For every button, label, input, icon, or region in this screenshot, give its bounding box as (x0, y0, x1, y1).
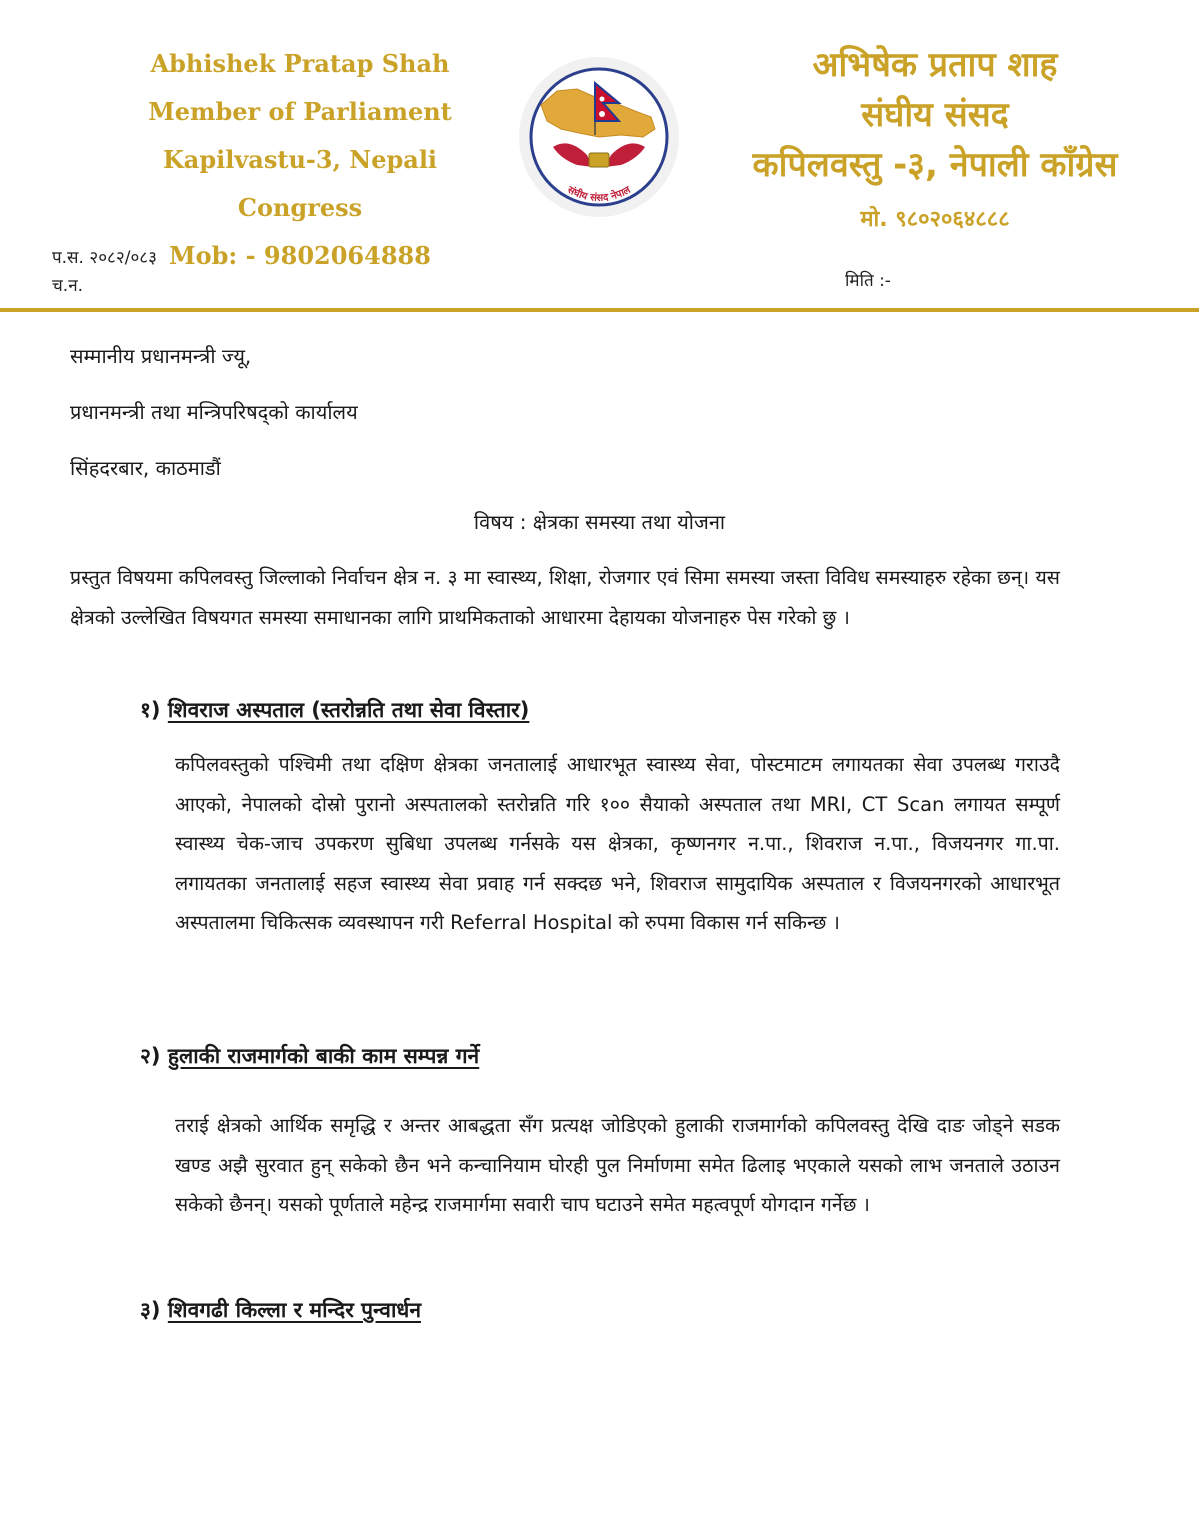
letterhead-nepali (700, 40, 1170, 240)
date-label: मिति :- (845, 271, 891, 291)
addressee-line-3: सिंहदरबार, काठमाडौं (70, 456, 221, 480)
section-2-heading (140, 1042, 479, 1070)
fiscal-year: प.स. २०८२/०८३ (52, 248, 157, 268)
intro-paragraph: प्रस्तुत विषयमा कपिलवस्तु जिल्लाको निर्वाचन क्षेत्र न. ३ मा स्वास्थ्य, शिक्षा, रोजगार एवं सिमा समस्या जस्ता विविध समस्याहरु रहेका छन्। यस क्षेत्रको उल्लेखित विषयगत समस्या समाधानका लागि प्राथमिकताको आधारमा देहायका योजनाहरु पेस गरेको छु । (70, 566, 1060, 629)
reference-block (52, 244, 157, 300)
mp-name-np: अभिषेक प्रताप शाह (812, 45, 1058, 85)
section-number: १) (140, 698, 161, 722)
subject-line: विषय : क्षेत्रका समस्या तथा योजना (473, 510, 726, 534)
addressee-line-2: प्रधानमन्त्री तथा मन्त्रिपरिषद्‌को कार्यालय (70, 400, 358, 424)
dispatch-number: च.न. (52, 276, 84, 296)
letterhead-english (100, 40, 500, 280)
section-1-body: कपिलवस्तुको पश्चिमी तथा दक्षिण क्षेत्रका जनतालाई आधारभूत स्वास्थ्य सेवा, पोस्टमाटम लगायतका सेवा उपलब्ध गराउदै आएको, नेपालको दोस्रो पुरानो अस्पतालको स्तरोन्नति गरि १०० सैयाको अस्पताल तथा MRI, CT Scan लगायत सम्पूर्ण स्वास्थ्य चेक-जाच उपकरण सुबिधा उपलब्ध गर्नसके यस क्षेत्रका, कृष्णनगर न.पा., शिवराज न.पा., विजयनगर गा.पा. लगायतका जनतालाई सहज स्वास्थ्य सेवा प्रवाह गर्न सक्दछ भने, शिवराज सामुदायिक अस्पताल र विजयनगरको आधारभूत अस्पतालमा चिकित्सक व्यवस्थापन गरी Referral Hospital को रुपमा विकास गर्न सकिन्छ । (175, 753, 1060, 934)
section-title: शिवराज अस्पताल (स्तरोन्नति तथा सेवा विस्तार) (167, 698, 530, 722)
mp-title-np: संघीय संसद (861, 95, 1009, 135)
section-1-heading (140, 696, 529, 724)
federal-parliament-emblem (517, 55, 681, 219)
section-2-body: तराई क्षेत्रको आर्थिक समृद्धि र अन्तर आबद्धता सँग प्रत्यक्ष जोडिएको हुलाकी राजमार्गको कपिलवस्तु देखि दाङ जोड्ने सडक खण्ड अझै सुरवात हुन् सकेको छैन भने कन्चानियाम घोरही पुल निर्माणमा समेत ढिलाइ भएकाले यसको लाभ जनताले उठाउन सकेको छैनन्। यसको पूर्णताले महेन्द्र राजमार्गमा सवारी चाप घटाउने समेत महत्वपूर्ण योगदान गर्नेछ । (175, 1114, 1060, 1216)
mobile-np: मो. ९८०२०६४८८८ (860, 207, 1010, 232)
section-number: २) (140, 1044, 161, 1068)
section-3-heading (140, 1296, 421, 1324)
constituency-np: कपिलवस्तु -३, नेपाली काँग्रेस (752, 145, 1118, 185)
mobile-en: Mob: - 9802064888 (169, 241, 431, 270)
section-title: शिवगढी किल्ला र मन्दिर पुन्वार्धन (167, 1298, 421, 1322)
constituency-en: Kapilvastu-3, Nepali Congress (162, 145, 438, 222)
section-title: हुलाकी राजमार्गको बाकी काम सम्पन्न गर्ने (167, 1044, 480, 1068)
addressee-line-1: सम्मानीय प्रधानमन्त्री ज्यू, (70, 344, 252, 368)
section-number: ३) (140, 1298, 161, 1322)
emblem-caption: संघीय संसद नेपाल (565, 184, 633, 204)
mp-name-en: Abhishek Pratap Shah (150, 49, 450, 78)
header-divider (0, 308, 1199, 312)
mp-title-en: Member of Parliament (148, 97, 452, 126)
